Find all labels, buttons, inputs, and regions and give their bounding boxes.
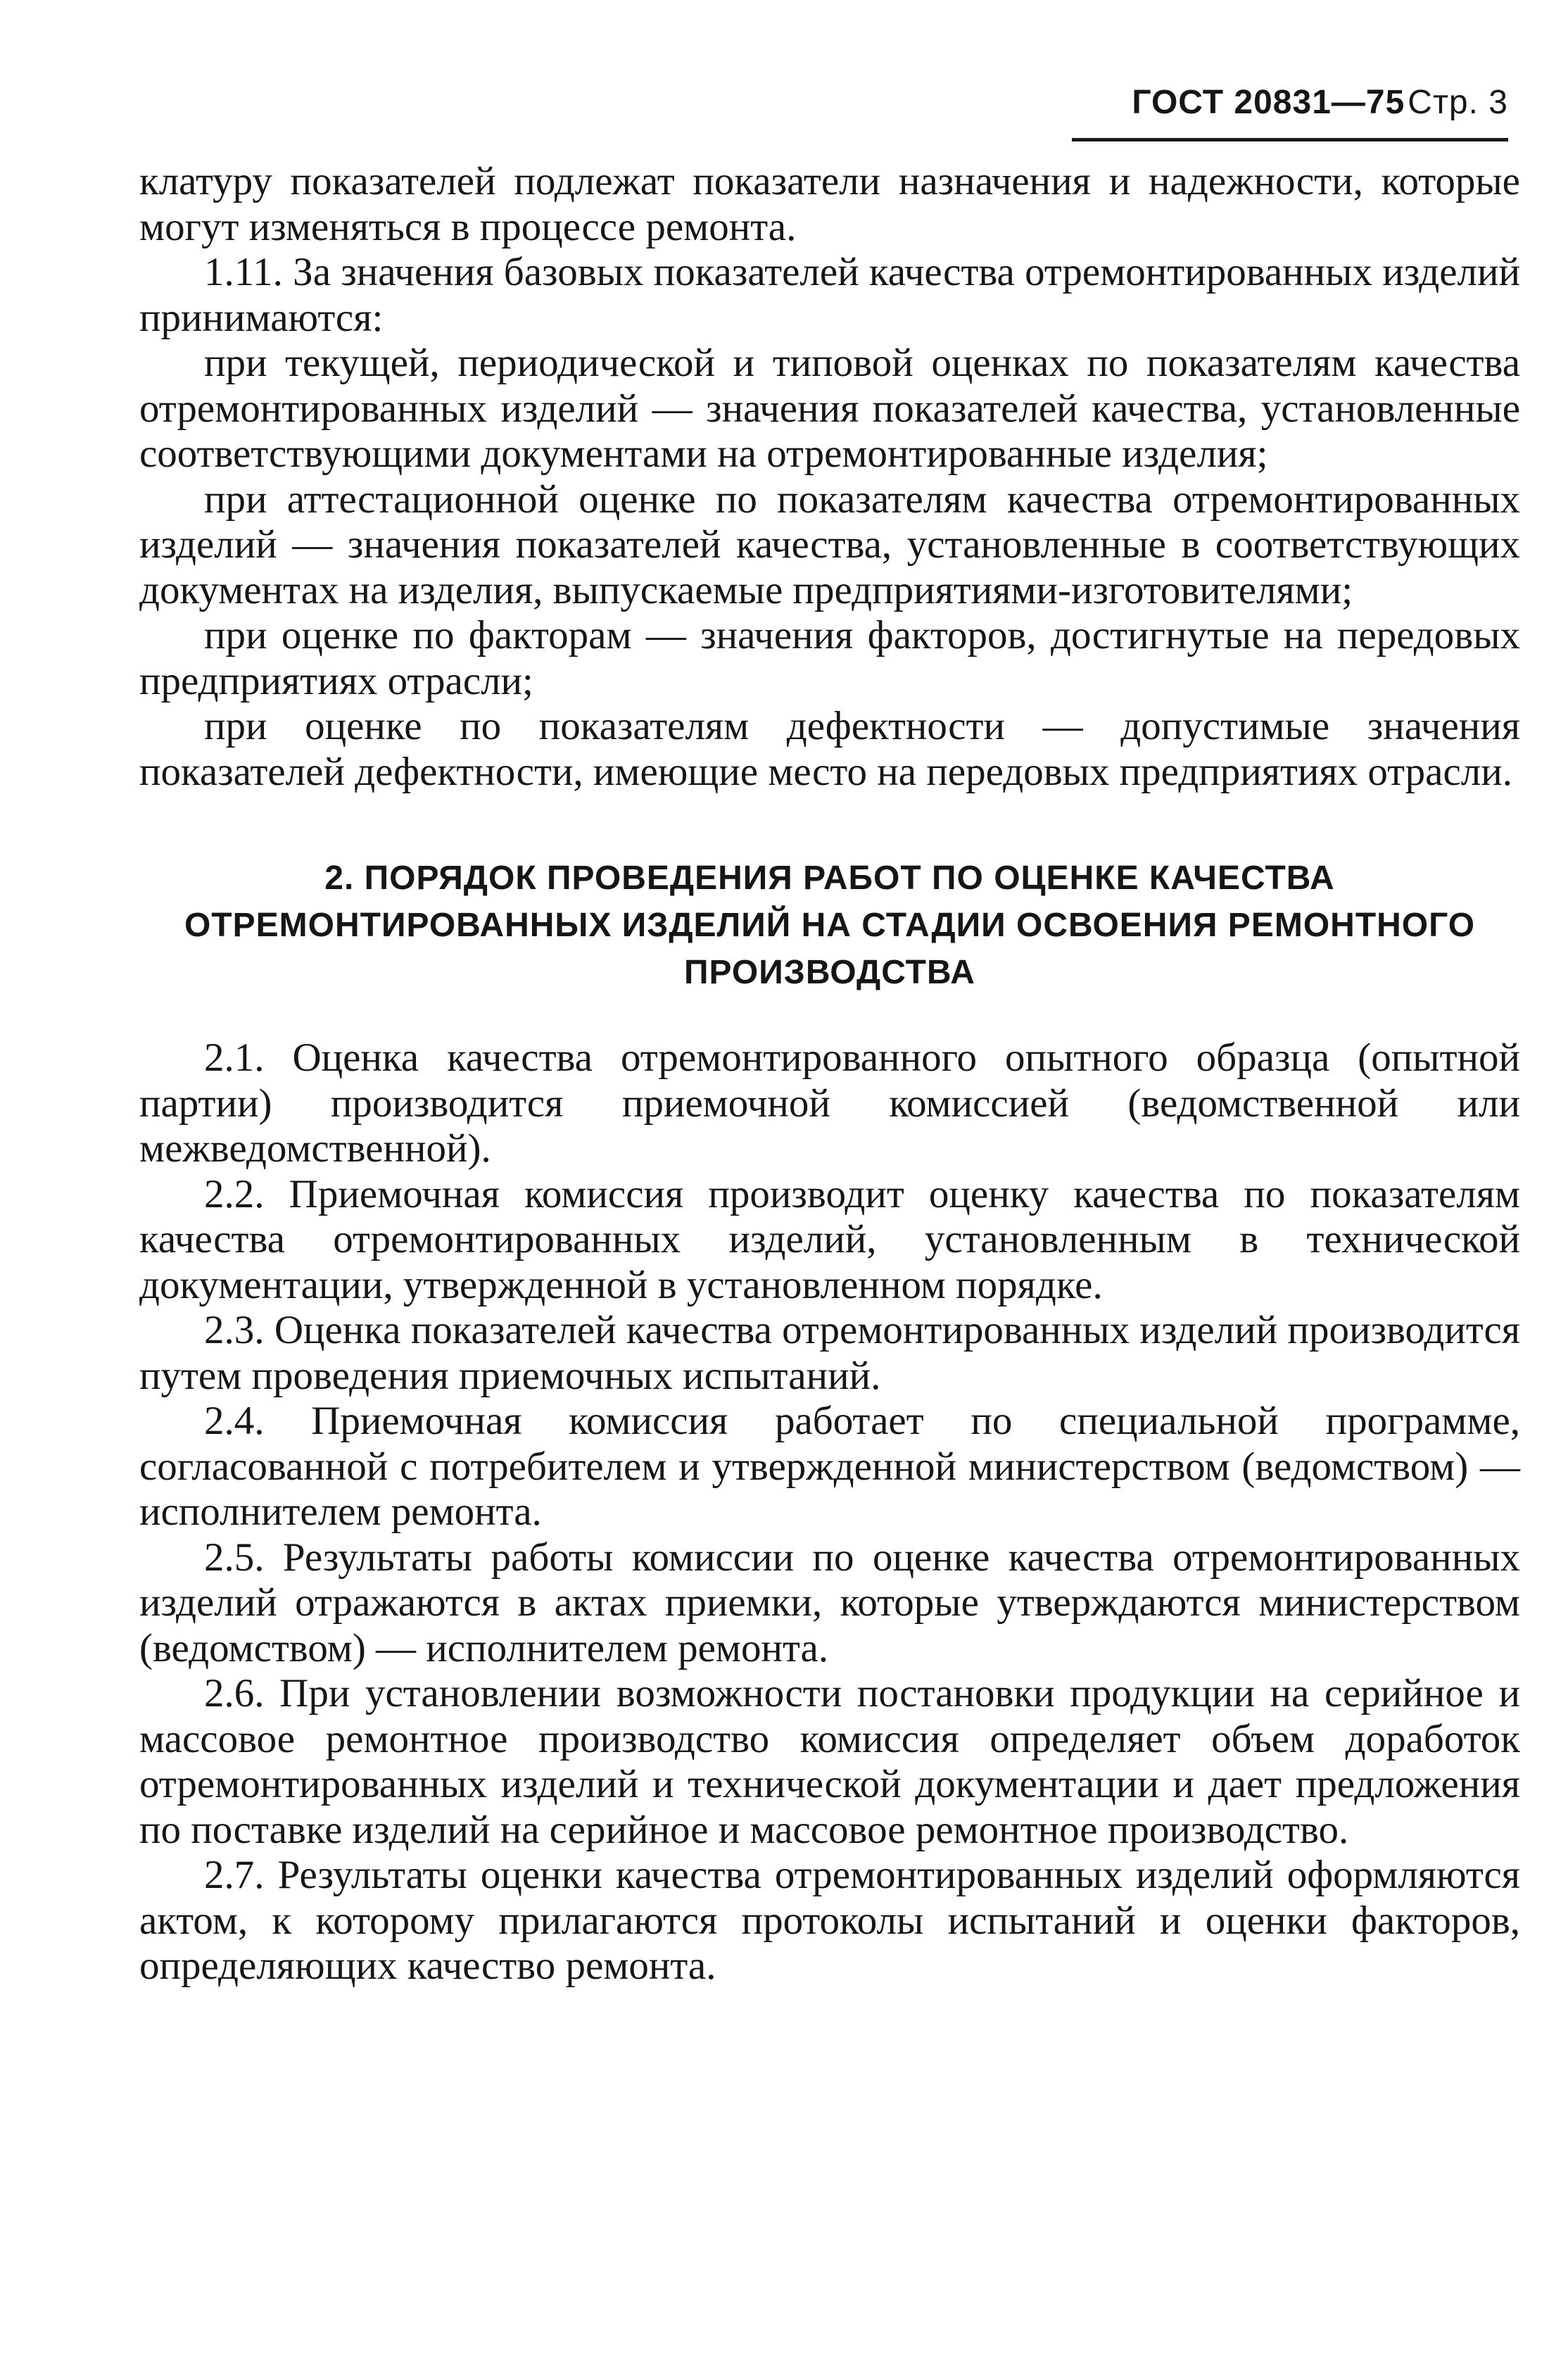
page-number: Стр. 3 bbox=[1408, 84, 1508, 121]
paragraph-2-6: 2.6. При установлении возможности постановки продукции на серийное и массовое ремонтное производство комиссия определяет объем доработок отремонтированных изделий и технической документации и дает предложения по поставке изделий на серийное и массовое ремонтное производство. bbox=[139, 1671, 1520, 1852]
paragraph-2-2: 2.2. Приемочная комиссия производит оценку качества по показателям качества отремонтированных изделий, установленным в технической документации, утвержденной в установленном порядке. bbox=[139, 1171, 1520, 1307]
section-2-heading: 2. ПОРЯДОК ПРОВЕДЕНИЯ РАБОТ ПО ОЦЕНКЕ КАЧЕСТВА ОТРЕМОНТИРОВАННЫХ ИЗДЕЛИЙ НА СТАДИИ ОСВОЕНИЯ РЕМОНТНОГО ПРОИЗВОДСТВА bbox=[184, 860, 1476, 991]
page-header bbox=[1132, 83, 1508, 122]
paragraph-2-1: 2.1. Оценка качества отремонтированного опытного образца (опытной партии) производится приемочной комиссией (ведомственной или межведомственной). bbox=[139, 1035, 1520, 1171]
paragraph-continuation: клатуру показателей подлежат показатели назначения и надежности, которые могут изменяться в процессе ремонта. bbox=[139, 159, 1520, 249]
document-body bbox=[139, 159, 1520, 1989]
paragraph-2-5: 2.5. Результаты работы комиссии по оценке качества отремонтированных изделий отражаются в актах приемки, которые утверждаются министерством (ведомством) — исполнителем ремонта. bbox=[139, 1535, 1520, 1670]
paragraph-factor-assessment: при оценке по факторам — значения факторов, достигнутые на передовых предприятиях отрасли; bbox=[139, 613, 1520, 703]
paragraph-defect-assessment: при оценке по показателям дефектности — допустимые значения показателей дефектности, имеющие место на передовых предприятиях отрасли. bbox=[139, 704, 1520, 794]
header-rule bbox=[1072, 138, 1508, 141]
paragraph-1-11: 1.11. За значения базовых показателей качества отремонтированных изделий принимаются: bbox=[139, 250, 1520, 340]
paragraph-2-7: 2.7. Результаты оценки качества отремонтированных изделий оформляются актом, к которому прилагаются протоколы испытаний и оценки факторов, определяющих качество ремонта. bbox=[139, 1853, 1520, 1988]
standard-code: ГОСТ 20831—75 bbox=[1132, 84, 1405, 121]
paragraph-2-4: 2.4. Приемочная комиссия работает по специальной программе, согласованной с потребителем и утвержденной министерством (ведомством) — исполнителем ремонта. bbox=[139, 1399, 1520, 1534]
paragraph-current-assessment: при текущей, периодической и типовой оценках по показателям качества отремонтированных изделий — значения показателей качества, установленные соответствующими документами на отремонтированные изделия; bbox=[139, 341, 1520, 476]
paragraph-attestation-assessment: при аттестационной оценке по показателям качества отремонтированных изделий — значения показателей качества, установленные в соответствующих документах на изделия, выпускаемые предприятиями-изготовителями; bbox=[139, 477, 1520, 612]
paragraph-2-3: 2.3. Оценка показателей качества отремонтированных изделий производится путем проведения приемочных испытаний. bbox=[139, 1308, 1520, 1398]
